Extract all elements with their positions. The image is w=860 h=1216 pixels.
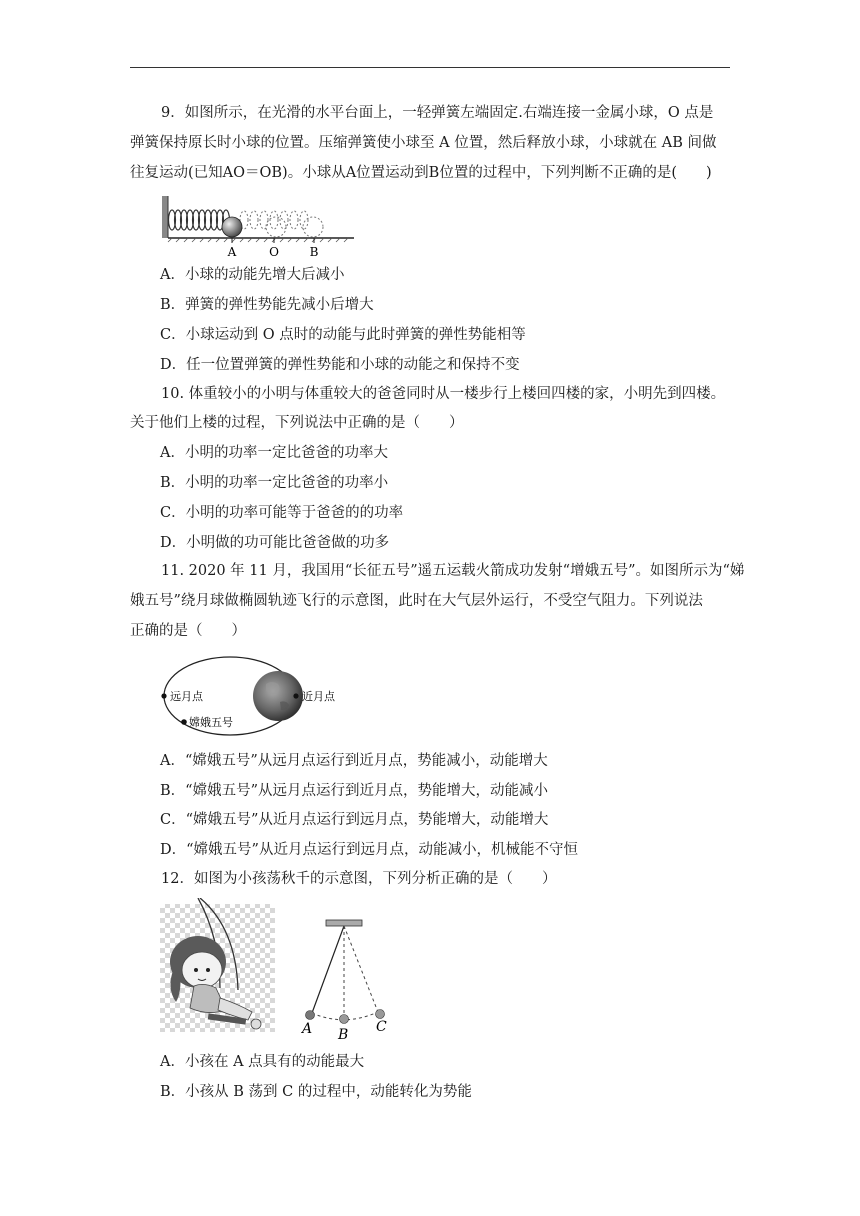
- q12-option-b: B．小孩从 B 荡到 C 的过程中，动能转化为势能: [160, 1084, 472, 1100]
- q10-option-a: A．小明的功率一定比爸爸的功率大: [160, 445, 388, 461]
- q11-stem-line-2: 娥五号”绕月球做椭圆轨迹飞行的示意图，此时在大气层外运行，不受空气阻力。下列说法: [130, 593, 703, 609]
- q9-stem-line-3: 往复运动(已知AO＝OB)。小球从A位置运动到B位置的过程中，下列判断不正确的是( ): [130, 165, 712, 181]
- q9-option-d: D．任一位置弹簧的弹性势能和小球的动能之和保持不变: [160, 357, 520, 373]
- q9-option-b: B．弹簧的弹性势能先减小后增大: [160, 297, 374, 313]
- q10-stem-line-1: 10. 体重较小的小明与体重较大的爸爸同时从一楼步行上楼回四楼的家，小明先到四楼。: [161, 386, 726, 402]
- q11-option-b: B．“嫦娥五号”从远月点运行到近月点，势能增大，动能减小: [160, 783, 548, 799]
- q12-label-c: C: [376, 1019, 387, 1035]
- q11-option-a: A．“嫦娥五号”从远月点运行到近月点，势能减小，动能增大: [160, 753, 548, 769]
- q10-option-b: B．小明的功率一定比爸爸的功率小: [160, 475, 389, 491]
- q12-pendulum-figure: [296, 915, 396, 1043]
- q10-stem-line-2: 关于他们上楼的过程，下列说法中正确的是（ ）: [130, 415, 464, 431]
- q10-option-c: C．小明的功率可能等于爸爸的的功率: [160, 505, 404, 521]
- q9-option-c: C．小球运动到 O 点时的动能与此时弹簧的弹性势能相等: [160, 327, 526, 343]
- q11-label-near-point: 近月点: [302, 690, 335, 703]
- q11-stem-line-3: 正确的是（ ）: [130, 623, 246, 639]
- q12-label-a: A: [302, 1021, 313, 1037]
- q12-label-b: B: [338, 1027, 349, 1043]
- q11-stem-line-1: 11. 2020 年 11 月，我国用“长征五号”遥五运载火箭成功发射“增娥五号”。如图所示为“娣: [161, 563, 745, 579]
- header-rule: [130, 67, 730, 68]
- q9-stem-line-2: 弹簧保持原长时小球的位置。压缩弹簧使小球至 A 位置，然后释放小球，小球就在 AB 间做: [130, 135, 717, 151]
- q11-label-probe: 嫦娥五号: [189, 716, 233, 729]
- q12-option-a: A．小孩在 A 点具有的动能最大: [160, 1054, 365, 1070]
- q9-stem-line-1: 9．如图所示，在光滑的水平台面上，一轻弹簧左端固定.右端连接一金属小球，O 点是: [161, 105, 714, 121]
- q9-spring-figure: [158, 192, 358, 260]
- q11-option-c: C．“嫦娥五号”从近月点运行到远月点，势能增大，动能增大: [160, 812, 549, 828]
- q11-label-far-point: 远月点: [170, 690, 203, 703]
- q12-stem-line-1: 12．如图为小孩荡秋千的示意图，下列分析正确的是（ ）: [161, 871, 557, 887]
- q12-child-swing-image: [160, 898, 280, 1036]
- q9-label-a: A: [227, 245, 237, 259]
- q11-orbit-figure: [158, 650, 358, 742]
- q9-label-o: O: [269, 245, 279, 259]
- q10-option-d: D．小明做的功可能比爸爸做的功多: [160, 535, 390, 551]
- q9-label-b: B: [309, 245, 319, 259]
- q9-option-a: A．小球的动能先增大后减小: [160, 267, 345, 283]
- q11-option-d: D．“嫦娥五号”从近月点运行到远月点，动能减小，机械能不守恒: [160, 842, 578, 858]
